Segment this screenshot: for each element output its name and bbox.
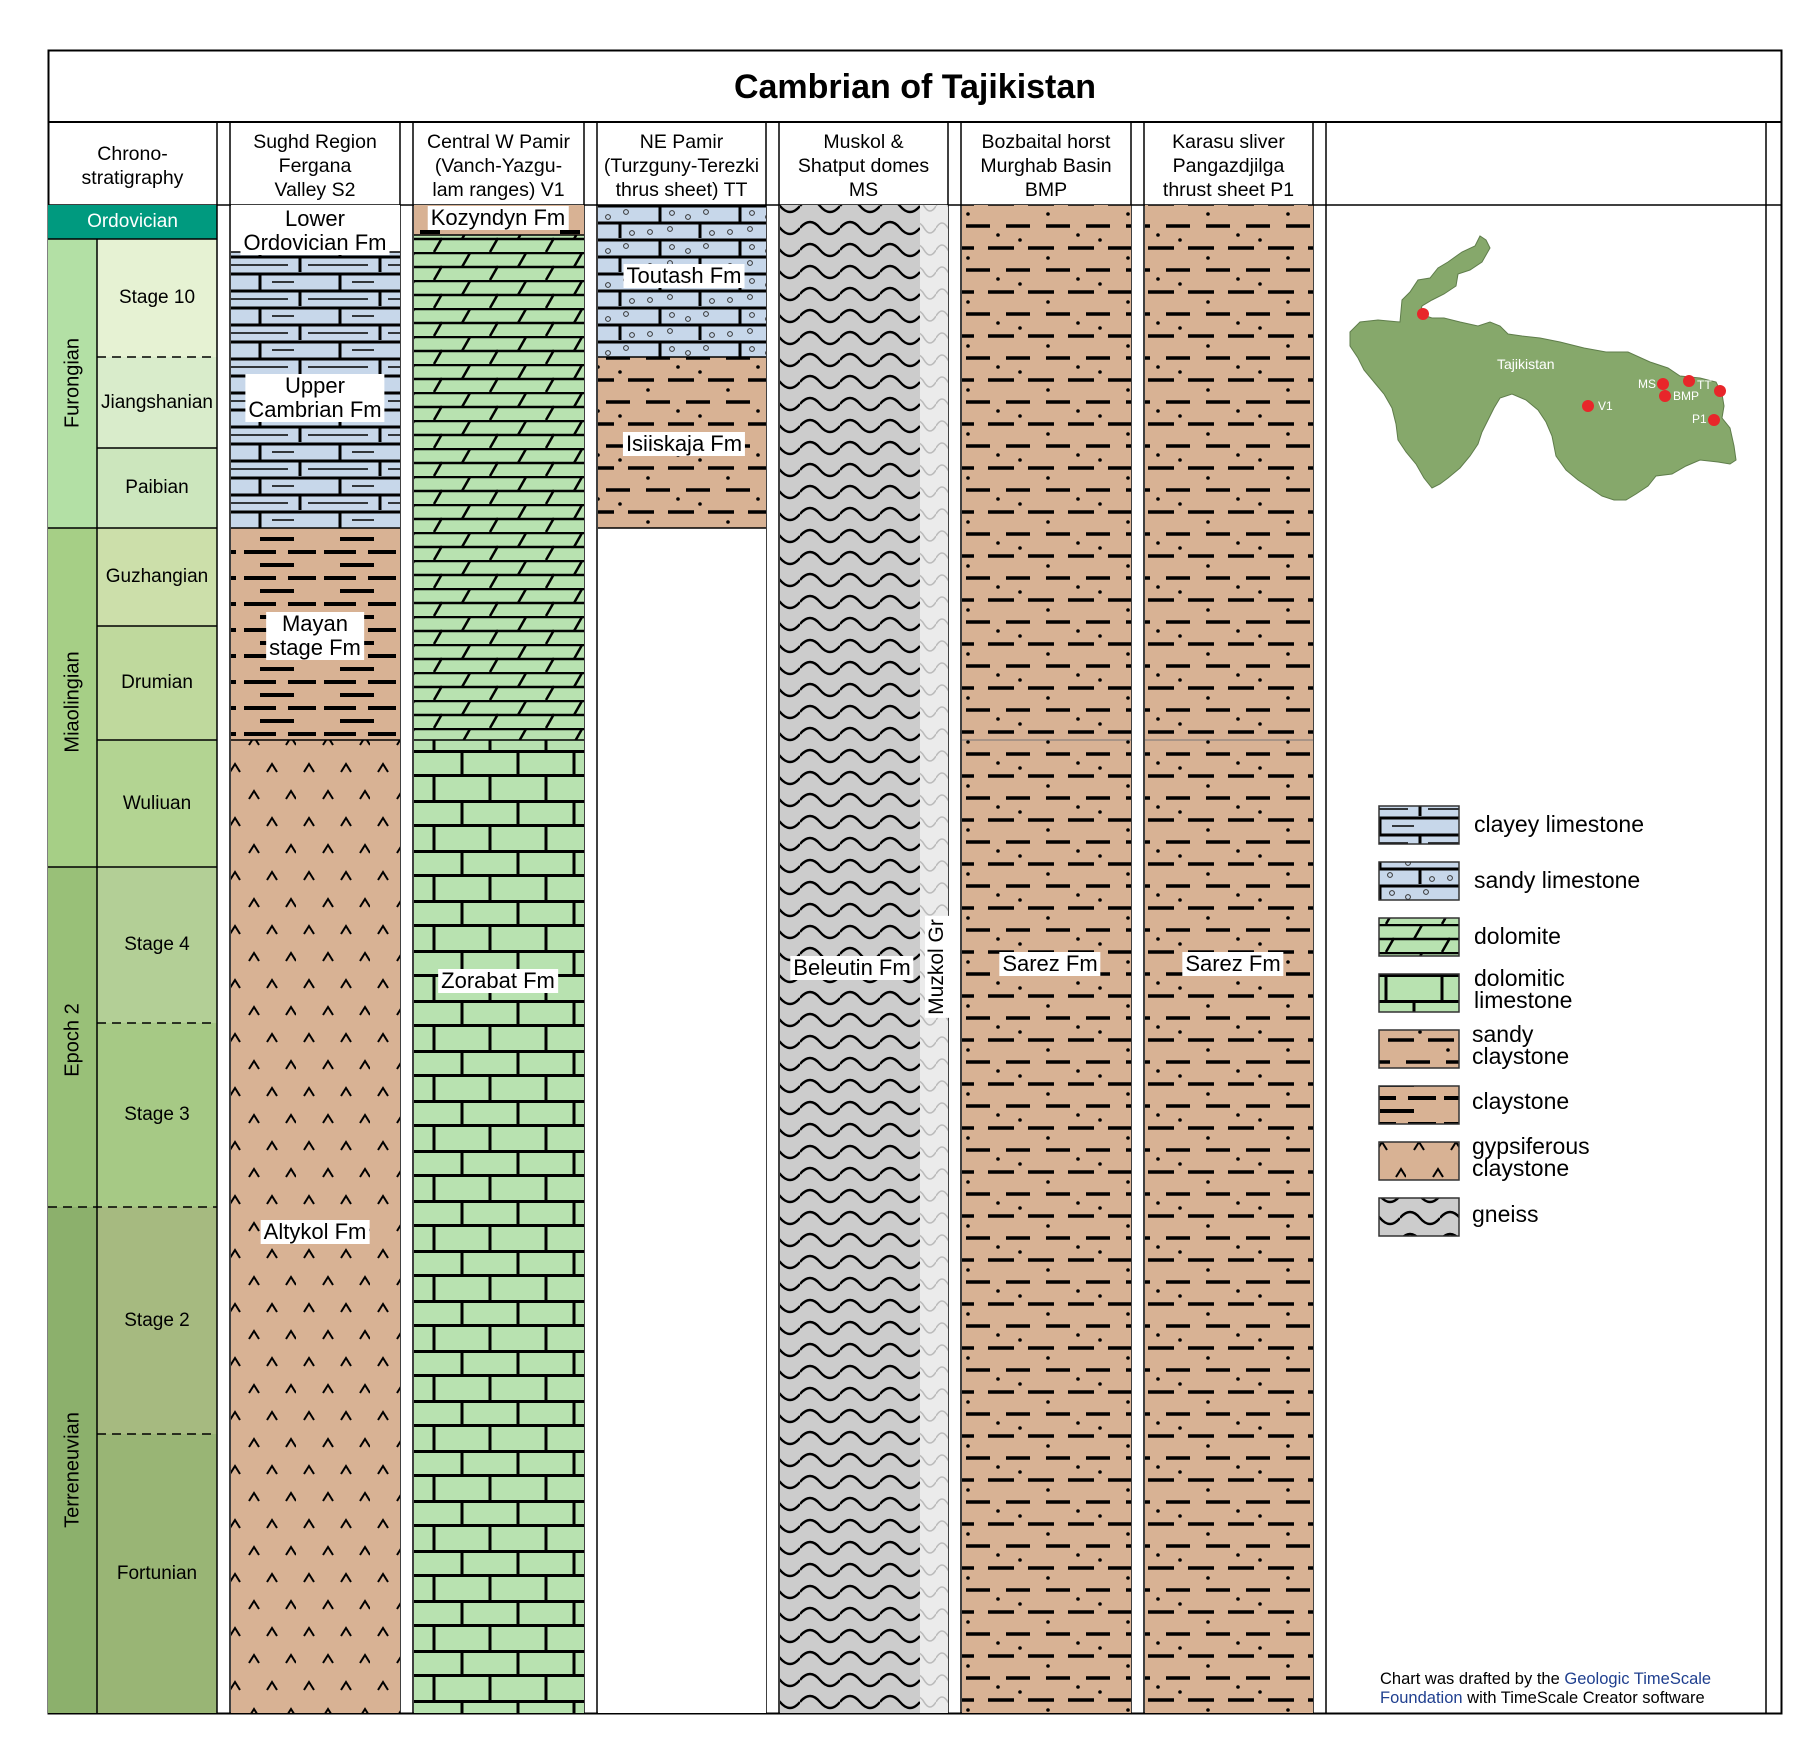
legend-label-dolomite: dolomite <box>1474 923 1561 949</box>
map-site-v1 <box>1582 400 1594 412</box>
formation-tt-isiiskaja: Isiiskaja Fm <box>623 432 745 456</box>
formation-ms-beleutin: Beleutin Fm <box>790 956 913 980</box>
stage-wuliuan: Wuliuan <box>122 792 192 814</box>
legend-label-dolomitic-limestone: dolomitic limestone <box>1474 965 1573 1013</box>
credit-link-foundation[interactable]: Foundation <box>1380 1689 1463 1707</box>
map-label-p1: P1 <box>1692 412 1707 426</box>
credit-prefix: Chart was drafted by the <box>1380 1670 1565 1688</box>
legend-label-claystone: claystone <box>1472 1088 1570 1114</box>
stage-fortunian: Fortunian <box>116 1562 198 1584</box>
map-site-ms <box>1657 378 1669 390</box>
map-label-s2: S2 <box>1431 306 1446 320</box>
stage-drumian: Drumian <box>121 672 193 693</box>
legend-swatches <box>1379 806 1459 1236</box>
credit-suffix: with TimeScale Creator software <box>1462 1689 1705 1707</box>
formation-s2-lower-ordovician: Lower Ordovician Fm <box>240 207 389 255</box>
stage-jiangshanian: Jiangshanian <box>101 391 213 413</box>
epoch-miaolingian: Miaolingian <box>61 651 84 753</box>
stage-4: Stage 4 <box>124 934 190 955</box>
formation-s2-mayan: Mayan stage Fm <box>266 612 364 660</box>
formation-s2-upper-cambrian: Upper Cambrian Fm <box>245 374 384 422</box>
map-site-tt <box>1683 375 1695 387</box>
column-v1-units <box>414 205 584 1713</box>
legend-label-sandy-limestone: sandy limestone <box>1474 867 1641 893</box>
map-label-ms: MS <box>1638 377 1656 391</box>
period-ordovician: Ordovician <box>87 211 178 232</box>
credit-note <box>1380 1670 1760 1708</box>
map-site-s2 <box>1417 308 1429 320</box>
epoch-2: Epoch 2 <box>61 1003 84 1077</box>
epoch-furongian: Furongian <box>61 337 84 429</box>
legend-label-gneiss: gneiss <box>1472 1201 1539 1227</box>
stage-guzhangian: Guzhangian <box>105 566 209 587</box>
column-header-bmp: Bozbaital horst Murghab Basin BMP <box>980 131 1112 201</box>
formation-bmp-sarez: Sarez Fm <box>999 952 1100 976</box>
formation-p1-sarez: Sarez Fm <box>1182 952 1283 976</box>
page-title: Cambrian of Tajikistan <box>733 67 1097 106</box>
map-site-bmp <box>1659 390 1671 402</box>
stage-3: Stage 3 <box>124 1104 190 1125</box>
column-header-s2: Sughd Region Fergana Valley S2 <box>253 131 377 201</box>
map-site-p1 <box>1708 414 1720 426</box>
stage-10: Stage 10 <box>118 287 196 308</box>
column-s2-units <box>231 205 400 1713</box>
map-label-tt: TT <box>1697 378 1712 392</box>
map-label-bmp: BMP <box>1673 389 1700 403</box>
formation-ms-muzkol: Muzkol Gr <box>925 916 949 1018</box>
column-header-p1: Karasu sliver Pangazdjilga thrust sheet P1 <box>1162 131 1295 201</box>
formation-tt-toutash: Toutash Fm <box>624 264 745 288</box>
legend-label-sandy-claystone: sandy claystone <box>1472 1021 1570 1069</box>
column-header-tt: NE Pamir (Turzguny-Terezki thrus sheet) TT <box>603 131 760 201</box>
formation-v1-zorabat: Zorabat Fm <box>438 969 558 993</box>
credit-link-gts[interactable]: Geologic TimeScale <box>1564 1670 1712 1688</box>
column-header-v1: Central W Pamir (Vanch-Yazgu- lam ranges) V1 <box>426 131 571 201</box>
map-label-v1: V1 <box>1598 399 1613 413</box>
map-label-country: Tajikistan <box>1497 356 1555 372</box>
map-site-tt2 <box>1714 385 1726 397</box>
legend-label-clayey-limestone: clayey limestone <box>1474 811 1645 837</box>
column-header-ms: Muskol & Shatput domes MS <box>797 131 930 201</box>
stage-2: Stage 2 <box>124 1309 190 1331</box>
epoch-terreneuvian: Terreneuvian <box>61 1412 84 1528</box>
chrono-header: Chrono- stratigraphy <box>81 143 184 189</box>
formation-s2-altykol: Altykol Fm <box>261 1220 370 1244</box>
legend-label-gypsiferous-claystone: gypsiferous claystone <box>1472 1133 1590 1181</box>
formation-v1-kozyndyn: Kozyndyn Fm <box>428 206 569 230</box>
stage-paibian: Paibian <box>125 477 189 498</box>
